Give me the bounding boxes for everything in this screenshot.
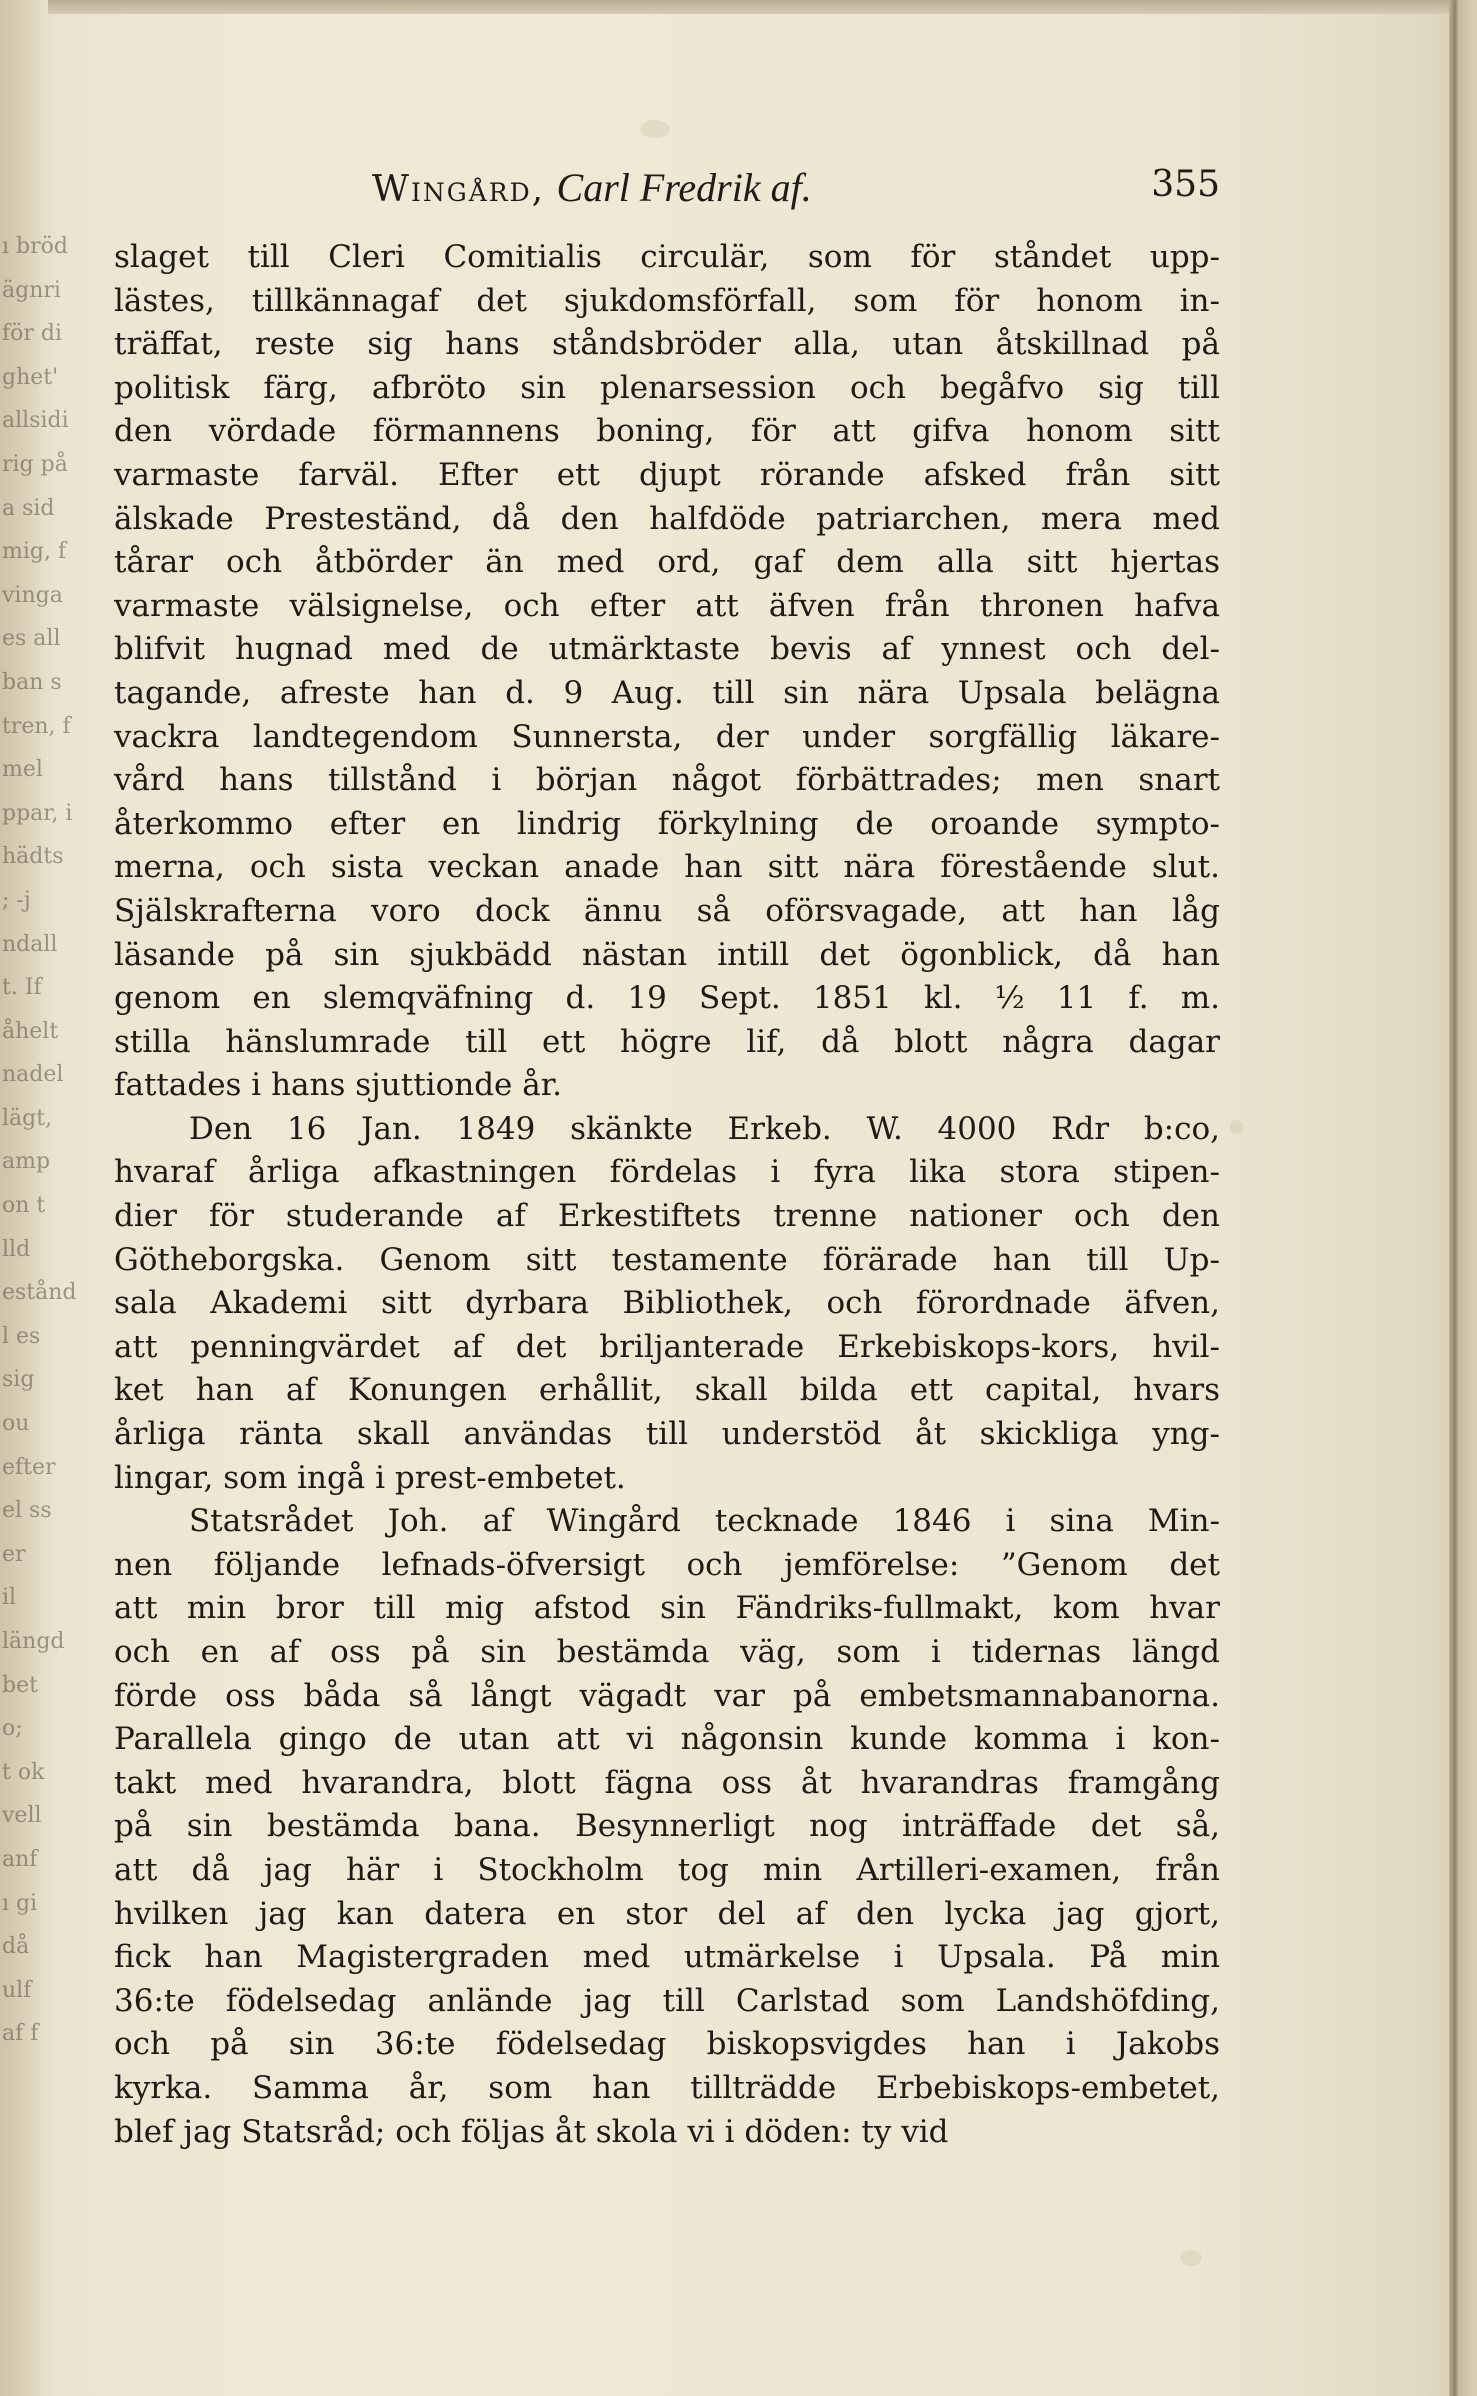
- bleed-fragment: anf: [2, 1846, 38, 1872]
- page-right-edge: [1449, 0, 1477, 2396]
- bleed-fragment: ou: [2, 1411, 30, 1437]
- paper-stain: [640, 120, 670, 138]
- bleed-fragment: er: [2, 1541, 26, 1567]
- text-line: genom en slemqväfning d. 19 Sept. 1851 kl. ½ 11 f. m.: [114, 980, 1220, 1017]
- text-line: varmaste farväl. Efter ett djupt rörande afsked från sitt: [114, 456, 1220, 493]
- paper-stain: [1180, 2250, 1202, 2266]
- text-line: träffat, reste sig hans ståndsbröder alla, utan åtskillnad på: [114, 326, 1220, 363]
- bleed-fragment: mel: [2, 757, 43, 783]
- text-line: på sin bestämda bana. Besynnerligt nog inträffade det så,: [114, 1808, 1220, 1845]
- text-line: merna, och sista veckan anade han sitt nära förestående slut.: [114, 849, 1220, 886]
- paper-stain: [1230, 1120, 1244, 1134]
- text-line: varmaste välsignelse, och efter att äfven från thronen hafva: [114, 587, 1220, 624]
- text-line: vård hans tillstånd i början något förbättrades; men snart: [114, 762, 1220, 799]
- bleed-fragment: då: [2, 1934, 30, 1960]
- text-line: återkommo efter en lindrig förkylning de oroande sympto-: [114, 805, 1220, 842]
- bleed-fragment: estånd: [2, 1280, 77, 1306]
- text-line: att då jag här i Stockholm tog min Artilleri-examen, från: [114, 1851, 1220, 1888]
- bleed-fragment: ban s: [2, 669, 62, 695]
- text-line: årliga ränta skall användas till understöd åt skickliga yng-: [114, 1416, 1220, 1453]
- bleed-fragment: t. If: [2, 975, 42, 1001]
- bleed-fragment: vinga: [2, 582, 63, 608]
- facing-page-bleed-through: [2, 225, 77, 2056]
- bleed-fragment: ı bröd: [2, 234, 68, 259]
- bleed-fragment: hädts: [2, 844, 64, 870]
- text-line: och på sin 36:te födelsedag biskopsvigdes han i Jakobs: [114, 2026, 1220, 2063]
- bleed-fragment: nadel: [2, 1062, 64, 1088]
- bleed-fragment: lld: [2, 1236, 31, 1262]
- bleed-fragment: lägt,: [2, 1105, 53, 1131]
- bleed-fragment: ulf: [2, 1977, 32, 2003]
- bleed-fragment: ppar, i: [2, 800, 73, 826]
- text-line: Den 16 Jan. 1849 skänkte Erkeb. W. 4000 Rdr b:co,: [189, 1110, 1220, 1147]
- running-head: [372, 164, 812, 211]
- text-line: hvaraf årliga afkastningen fördelas i fyra lika stora stipen-: [114, 1154, 1220, 1191]
- paragraph: [114, 236, 1220, 1108]
- text-line: kyrka. Samma år, som han tillträdde Erbebiskops-embetet,: [114, 2069, 1220, 2106]
- text-line: och en af oss på sin bestämda väg, som i tidernas längd: [114, 1634, 1220, 1670]
- bleed-fragment: a sid: [2, 495, 55, 521]
- text-line: 36:te födelsedag anlände jag till Carlstad som Landshöfding,: [114, 1982, 1220, 2019]
- text-line: stilla hänslumrade till ett högre lif, då blott några dagar: [114, 1023, 1220, 1060]
- text-line: blifvit hugnad med de utmärktaste bevis af ynnest och del-: [114, 631, 1220, 668]
- body-text: [114, 236, 1220, 2154]
- running-head-given-name: Carl Fredrik af.: [556, 165, 812, 210]
- bleed-fragment: efter: [2, 1454, 56, 1480]
- text-line: dier för studerande af Erkestiftets trenne nationer och den: [114, 1198, 1220, 1235]
- running-head-name: Wingård,: [372, 169, 546, 210]
- bleed-fragment: för di: [2, 321, 63, 347]
- text-line: nen följande lefnads-öfversigt och jemförelse: ”Genom det: [114, 1546, 1220, 1583]
- bleed-fragment: tren, f: [2, 713, 71, 739]
- text-line: lästes, tillkännagaf det sjukdomsförfall, som för honom in-: [114, 282, 1220, 319]
- bleed-fragment: il: [2, 1585, 17, 1611]
- bleed-fragment: längd: [2, 1629, 65, 1654]
- paragraph: [114, 1108, 1220, 1500]
- bleed-fragment: ı gi: [2, 1890, 38, 1916]
- text-line: fattades i hans sjuttionde år.: [114, 1067, 562, 1104]
- text-line: slaget till Cleri Comitialis circulär, som för ståndet upp-: [114, 239, 1220, 275]
- text-line: den vördade förmannens boning, för att gifva honom sitt: [114, 413, 1220, 450]
- bleed-fragment: el ss: [2, 1498, 52, 1524]
- page-top-edge: [0, 0, 1477, 14]
- bleed-fragment: ägnri: [2, 277, 61, 303]
- bleed-fragment: t ok: [2, 1759, 45, 1785]
- bleed-fragment: amp: [2, 1149, 51, 1175]
- text-line: att min bror till mig afstod sin Fändriks-fullmakt, kom hvar: [114, 1590, 1220, 1627]
- text-line: läsande på sin sjukbädd nästan intill det ögonblick, då han: [114, 936, 1220, 973]
- page-gutter: [0, 0, 77, 2396]
- bleed-fragment: es all: [2, 626, 61, 652]
- text-line: ket han af Konungen erhållit, skall bilda ett capital, hvars: [114, 1372, 1220, 1409]
- bleed-fragment: o;: [2, 1716, 23, 1742]
- text-line: fick han Magistergraden med utmärkelse i Upsala. På min: [114, 1939, 1220, 1976]
- bleed-fragment: ndall: [2, 931, 58, 957]
- running-header: [112, 164, 1220, 212]
- text-line: politisk färg, afbröto sin plenarsession och begåfvo sig till: [114, 369, 1220, 406]
- text-line: tagande, afreste han d. 9 Aug. till sin nära Upsala belägna: [114, 674, 1220, 711]
- bleed-fragment: af f: [2, 2021, 39, 2047]
- bleed-fragment: mig, f: [2, 539, 67, 565]
- text-line: lingar, som ingå i prest-embetet.: [114, 1459, 626, 1496]
- text-line: att penningvärdet af det briljanterade Erkebiskops-kors, hvil-: [114, 1328, 1220, 1365]
- text-line: sala Akademi sitt dyrbara Bibliothek, och förordnade äfven,: [114, 1285, 1220, 1322]
- text-line: älskade Presteständ, då den halfdöde patriarchen, mera med: [114, 500, 1220, 537]
- text-line: tårar och åtbörder än med ord, gaf dem alla sitt hjertas: [114, 544, 1220, 581]
- text-line: blef jag Statsråd; och följas åt skola vi i döden: ty vid: [114, 2113, 949, 2150]
- text-line: Parallela gingo de utan att vi någonsin kunde komma i kon-: [114, 1721, 1220, 1758]
- bleed-fragment: allsidi: [2, 408, 69, 434]
- text-line: vackra landtegendom Sunnersta, der under sorgfällig läkare-: [114, 718, 1220, 755]
- text-line: hvilken jag kan datera en stor del af den lycka jag gjort,: [114, 1895, 1220, 1932]
- text-line: takt med hvarandra, blott fägna oss åt hvarandras framgång: [114, 1764, 1220, 1801]
- bleed-fragment: vell: [2, 1803, 42, 1829]
- bleed-fragment: l es: [2, 1323, 41, 1349]
- text-line: Götheborgska. Genom sitt testamente förärade han till Up-: [114, 1241, 1220, 1278]
- bleed-fragment: bet: [2, 1672, 38, 1698]
- bleed-fragment: ; -j: [2, 887, 31, 913]
- bleed-fragment: åhelt: [2, 1018, 59, 1044]
- text-line: Själskrafterna voro dock ännu så oförsvagade, att han låg: [114, 892, 1220, 929]
- bleed-fragment: on t: [2, 1193, 46, 1219]
- paragraph: [114, 1500, 1220, 2154]
- text-line: Statsrådet Joh. af Wingård tecknade 1846 i sina Min-: [189, 1503, 1220, 1540]
- page-number: 355: [1151, 164, 1220, 205]
- bleed-fragment: rig på: [2, 451, 68, 477]
- text-line: förde oss båda så långt vägadt var på embetsmannabanorna.: [114, 1677, 1220, 1714]
- bleed-fragment: ghet': [2, 364, 59, 390]
- bleed-fragment: sig: [2, 1367, 35, 1393]
